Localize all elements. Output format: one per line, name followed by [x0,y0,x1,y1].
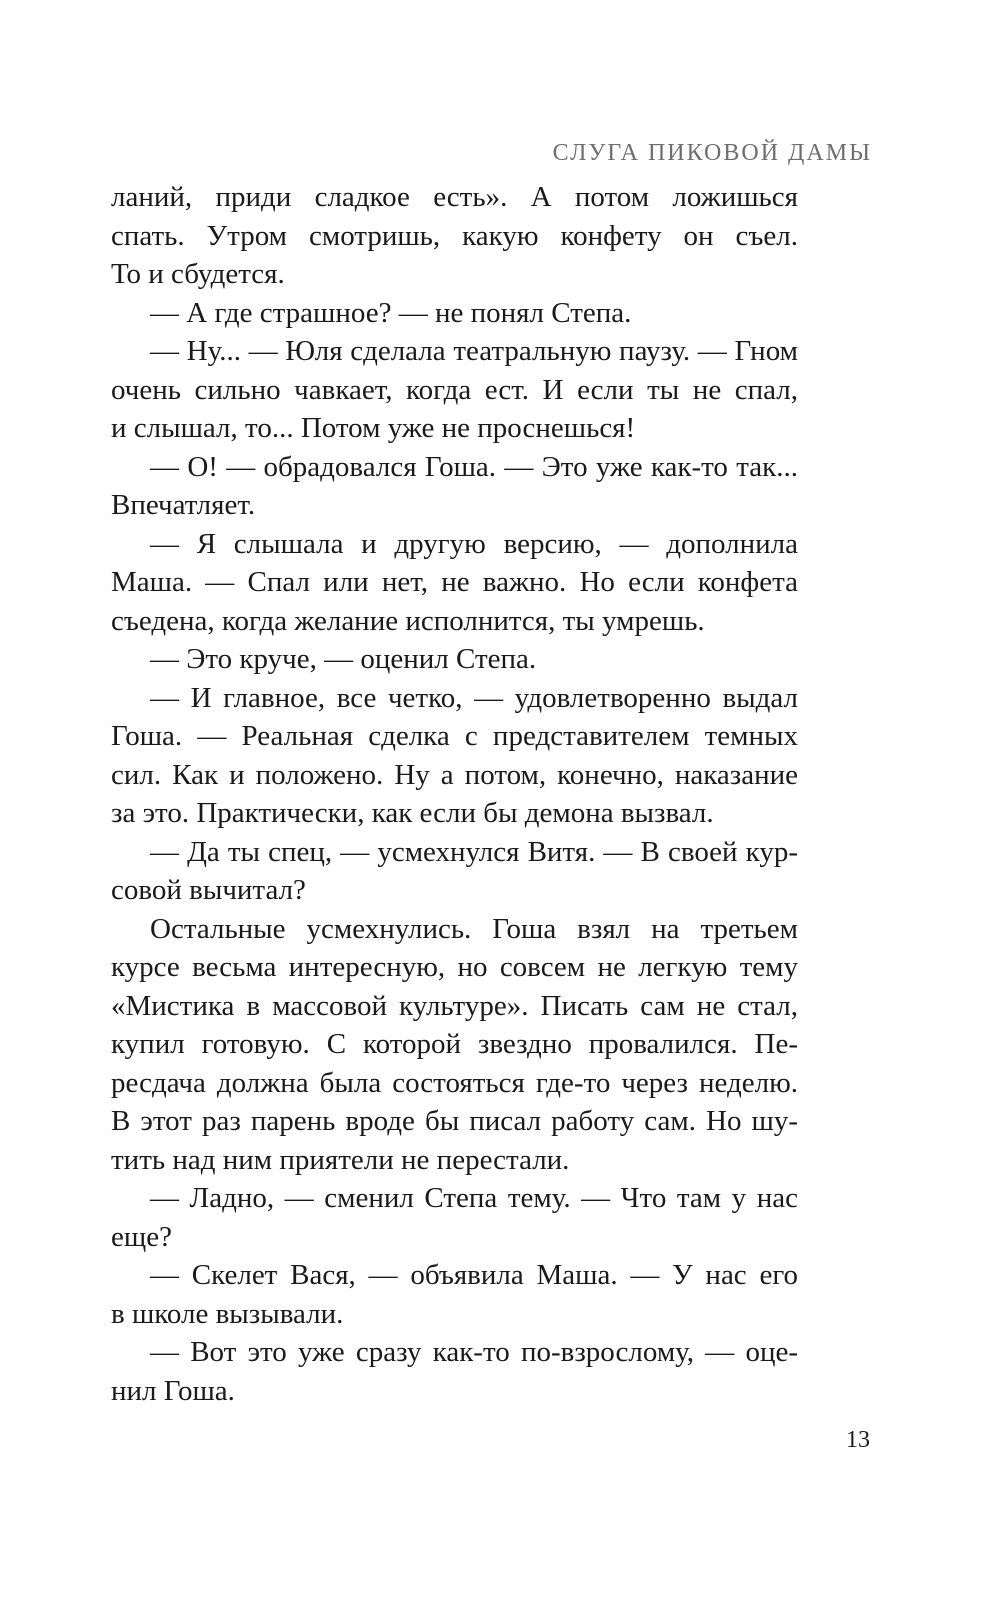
text-line: — Ну... — Юля сделала театральную паузу. — Гном [150,335,798,367]
text-line: В этот раз парень вроде бы писал работу сам. Но шу- [111,1105,798,1137]
text-line: — Это круче, — оценил Степа. [150,643,537,675]
text-line: и слышал, то... Потом уже не проснешься! [111,412,636,444]
text-line: ланий, приди сладкое есть». А потом ложишься [111,181,798,213]
text-line: съедена, когда желание исполнится, ты умрешь. [111,604,705,637]
page-number: 13 [846,1427,870,1453]
text-line: в школе вызывали. [111,1297,344,1330]
text-line: очень сильно чавкает, когда ест. И если ты не спал, [111,373,798,406]
text-line: Гоша. — Реальная сделка с представителем темных [111,720,798,752]
text-line: — И главное, все четко, — удовлетворенно выдал [150,681,798,714]
text-line: — Да ты спец, — усмехнулся Витя. — В своей кур- [150,835,798,868]
text-line: за это. Практически, как если бы демона вызвал. [111,797,714,829]
text-line: — Я слышала и другую версию, — дополнила [150,527,798,560]
text-line: Остальные усмехнулись. Гоша взял на третьем [150,912,798,945]
text-line: То и сбудется. [111,258,285,290]
text-line: — Скелет Вася, — объявила Маша. — У нас его [150,1259,798,1291]
text-line: еще? [111,1220,172,1253]
text-line: — Вот это уже сразу как-то по-взрослому, — оце- [150,1336,798,1368]
text-line: — О! — обрадовался Гоша. — Это уже как-то так... [150,450,798,483]
text-line: спать. Утром смотришь, какую конфету он съел. [111,219,798,252]
text-line: Маша. — Спал или нет, не важно. Но если конфета [111,566,798,598]
text-line: — Ладно, — сменил Степа тему. — Что там у нас [150,1182,798,1214]
text-line: тить над ним приятели не перестали. [111,1143,570,1176]
text-line: курсе весьма интересную, но совсем не легкую тему [111,951,798,983]
text-line: сил. Как и положено. Ну а потом, конечно, наказание [111,758,798,791]
text-line: совой вычитал? [111,874,306,906]
text-line: ресдача должна была состояться где-то через неделю. [111,1066,798,1099]
text-line: — А где страшное? — не понял Степа. [150,296,632,329]
text-line: нил Гоша. [111,1374,235,1407]
body-text [111,178,798,1410]
text-line: «Мистика в массовой культуре». Писать сам не стал, [111,989,798,1022]
text-line: купил готовую. С которой звездно провалился. Пе- [111,1028,798,1060]
text-line: Впечатляет. [111,489,256,521]
running-head: СЛУГА ПИКОВОЙ ДАМЫ [552,140,872,166]
